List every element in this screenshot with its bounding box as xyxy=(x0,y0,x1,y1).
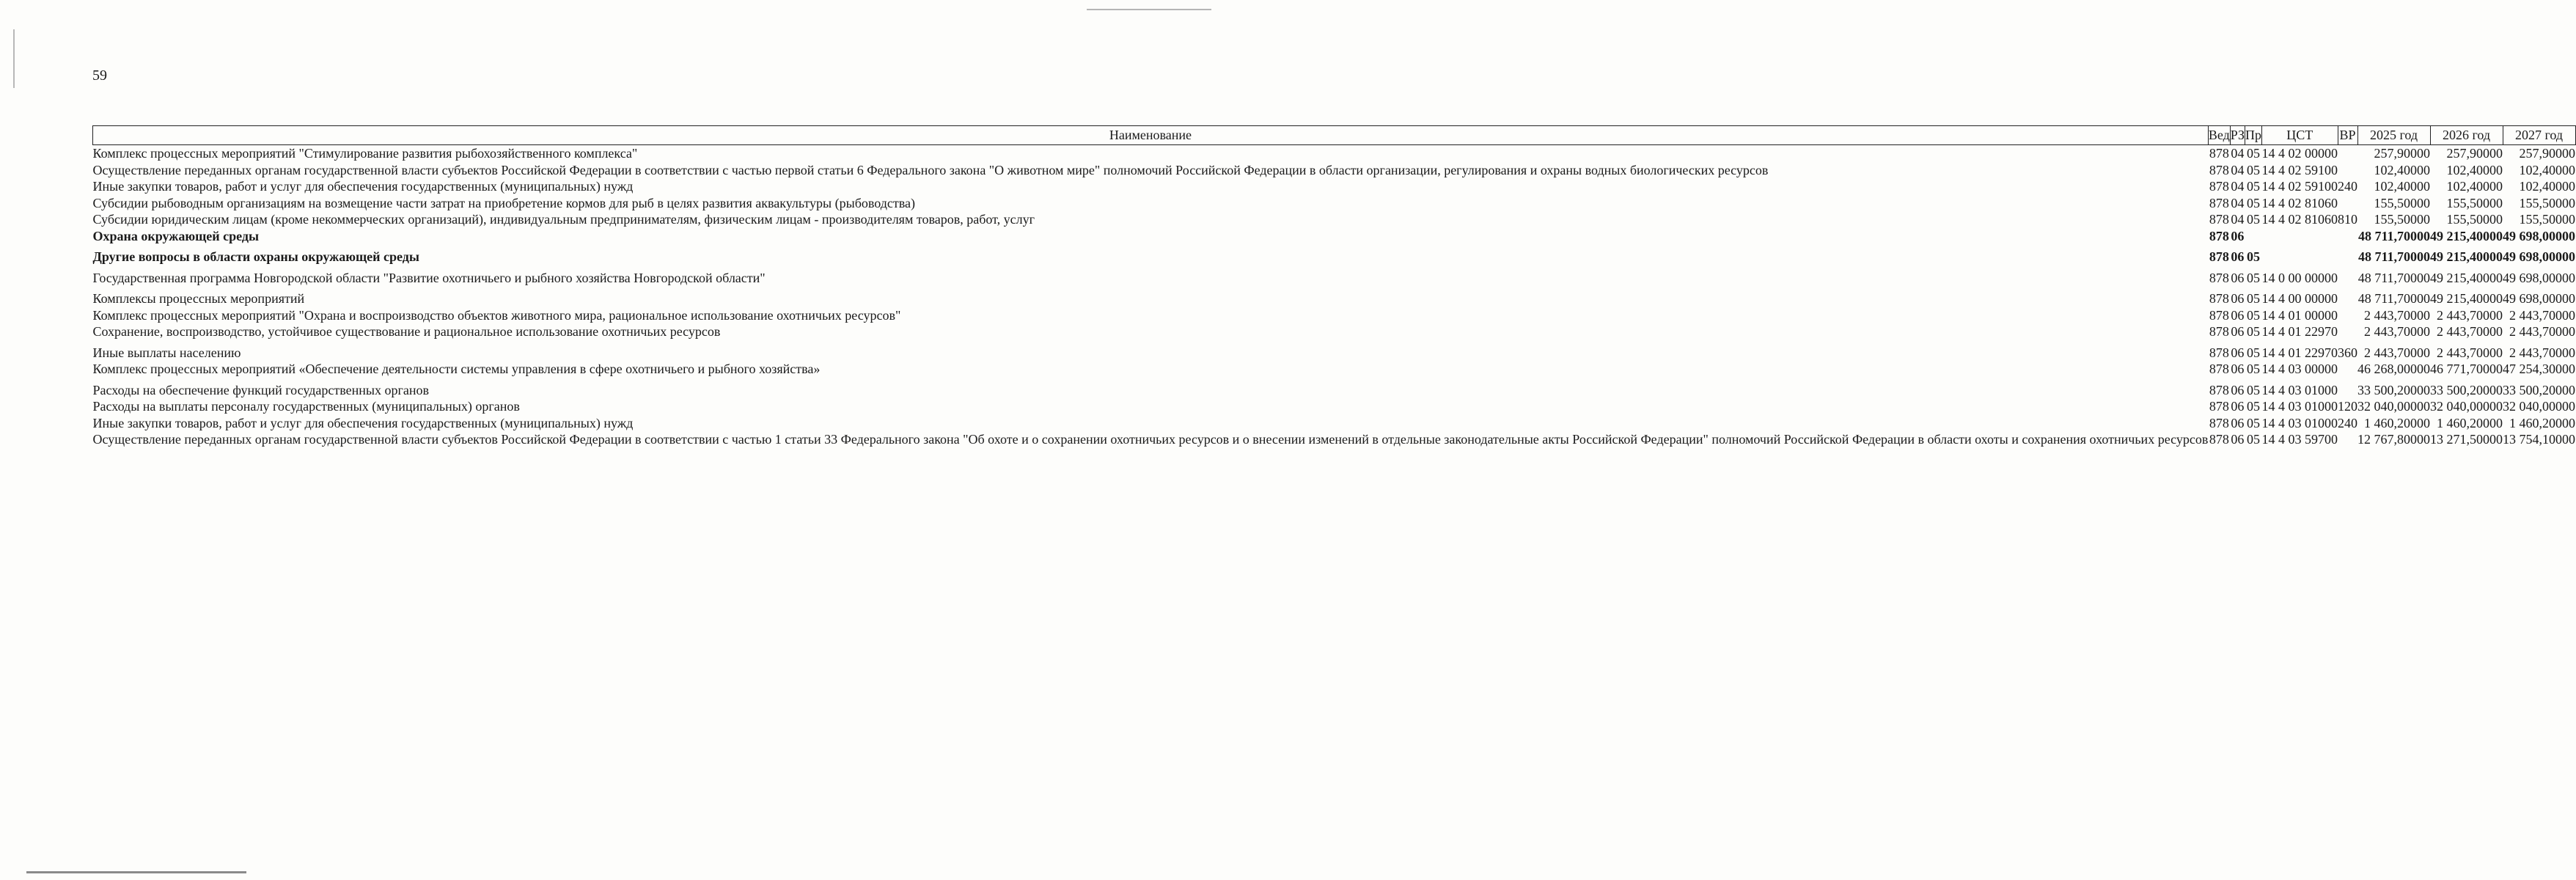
cell-y2026: 32 040,00000 xyxy=(2430,399,2503,414)
cell-rz: 06 xyxy=(2231,432,2245,447)
cell-cst: 14 4 02 00000 xyxy=(2261,146,2338,161)
cell-rz: 04 xyxy=(2231,195,2245,210)
cell-rz: 06 xyxy=(2231,324,2245,339)
cell-y2026: 13 271,50000 xyxy=(2430,432,2503,447)
cell-y2026: 2 443,70000 xyxy=(2437,307,2503,323)
cell-rz: 06 xyxy=(2231,270,2245,285)
cell-name: Сохранение, воспроизводство, устойчивое существование и рациональное использование охотничьих ресурсов xyxy=(92,324,721,339)
cell-y2027: 2 443,70000 xyxy=(2509,345,2576,360)
cell-cst: 14 4 03 01000 xyxy=(2261,399,2338,414)
cell-rz: 06 xyxy=(2231,382,2245,397)
cell-rz: 06 xyxy=(2231,415,2245,430)
cell-y2025: 48 711,70000 xyxy=(2357,291,2431,306)
table-header-row xyxy=(93,126,2576,145)
cell-y2025: 48 711,70000 xyxy=(2358,228,2431,243)
cell-cst: 14 4 03 01000 xyxy=(2261,382,2338,397)
cell-ved: 878 xyxy=(2209,228,2229,243)
cell-y2027: 47 254,30000 xyxy=(2503,362,2576,376)
cell-cst: 14 4 02 59100 xyxy=(2261,162,2338,177)
table-row xyxy=(93,244,2576,265)
cell-rz: 06 xyxy=(2231,291,2245,306)
cell-rz: 04 xyxy=(2231,146,2245,161)
cell-vr: 360 xyxy=(2338,345,2358,360)
cell-y2025: 32 040,00000 xyxy=(2357,399,2431,414)
cell-pr: 05 xyxy=(2247,291,2261,306)
table-row xyxy=(93,323,2576,340)
cell-name: Субсидии рыбоводным организациям на возмещение части затрат на приобретение кормов для рыб в целях развития аквакультуры (рыбоводства) xyxy=(92,195,915,210)
cell-cst: 14 4 03 59700 xyxy=(2261,432,2338,447)
cell-pr: 05 xyxy=(2247,146,2261,161)
table-row xyxy=(93,307,2576,324)
cell-y2027: 49 698,00000 xyxy=(2503,291,2576,306)
cell-vr xyxy=(2338,145,2357,162)
cell-pr: 05 xyxy=(2247,249,2261,264)
cell-cst: 14 4 02 81060 xyxy=(2261,195,2338,210)
cell-pr: 05 xyxy=(2247,324,2261,339)
cell-ved: 878 xyxy=(2209,270,2229,285)
cell-ved: 878 xyxy=(2209,291,2229,306)
cell-y2025: 33 500,20000 xyxy=(2357,382,2431,397)
cell-name: Расходы на выплаты персоналу государственных (муниципальных) органов xyxy=(92,399,520,414)
cell-ved: 878 xyxy=(2209,179,2229,194)
cell-y2025: 1 460,20000 xyxy=(2364,415,2431,430)
cell-vr: 240 xyxy=(2338,415,2358,430)
cell-y2027: 155,50000 xyxy=(2519,212,2576,227)
cell-y2027: 102,40000 xyxy=(2519,162,2576,177)
cell-cst: 14 4 00 00000 xyxy=(2261,291,2338,306)
cell-ved: 878 xyxy=(2209,195,2229,210)
cell-y2026: 49 215,40000 xyxy=(2430,228,2503,243)
cell-vr: 240 xyxy=(2338,179,2358,194)
table-row xyxy=(93,398,2576,415)
cell-pr: 05 xyxy=(2247,345,2261,360)
cell-pr xyxy=(2245,228,2262,245)
cell-y2027: 32 040,00000 xyxy=(2503,399,2576,414)
cell-cst: 14 4 01 22970 xyxy=(2261,324,2338,339)
header-vr: ВР xyxy=(2338,126,2357,145)
table-row xyxy=(93,286,2576,307)
cell-cst: 14 4 02 81060 xyxy=(2261,212,2338,227)
cell-y2025: 46 268,00000 xyxy=(2357,362,2431,376)
cell-y2027: 33 500,20000 xyxy=(2503,382,2576,397)
cell-name: Комплексы процессных мероприятий xyxy=(92,291,305,306)
cell-vr: 810 xyxy=(2338,212,2358,227)
cell-pr: 05 xyxy=(2247,399,2261,414)
cell-y2025: 48 711,70000 xyxy=(2358,249,2431,264)
cell-pr: 05 xyxy=(2247,415,2261,430)
cell-y2025: 155,50000 xyxy=(2374,195,2431,210)
cell-pr: 05 xyxy=(2247,432,2261,447)
page-number: 59 xyxy=(92,67,107,84)
cell-y2027: 257,90000 xyxy=(2519,146,2576,161)
cell-ved: 878 xyxy=(2209,415,2229,430)
cell-rz: 06 xyxy=(2231,362,2245,376)
cell-ved: 878 xyxy=(2209,212,2229,227)
cell-y2027: 102,40000 xyxy=(2519,179,2576,194)
cell-y2025: 12 767,80000 xyxy=(2357,432,2431,447)
table-row xyxy=(93,431,2576,448)
table-row xyxy=(93,265,2576,287)
cell-ved: 878 xyxy=(2209,324,2229,339)
cell-ved: 878 xyxy=(2209,162,2229,177)
cell-name: Комплекс процессных мероприятий "Охрана и воспроизводство объектов животного мира, рациональное использование охотничьих ресурсов" xyxy=(92,307,901,323)
cell-rz: 06 xyxy=(2231,249,2245,264)
cell-y2026: 2 443,70000 xyxy=(2437,345,2503,360)
header-rz: РЗ xyxy=(2230,126,2245,145)
cell-vr xyxy=(2338,361,2357,378)
cell-vr: 120 xyxy=(2338,399,2358,414)
cell-ved: 878 xyxy=(2209,362,2229,376)
cell-y2026: 49 215,40000 xyxy=(2430,270,2503,285)
cell-name: Комплекс процессных мероприятий «Обеспечение деятельности системы управления в сфере охотничьего и рыбного хозяйства» xyxy=(92,362,821,376)
cell-name: Осуществление переданных органам государственной власти субъектов Российской Федерации в соответствии с частью первой статьи 6 Федерального закона "О животном мире" полномочий Российской Федерации в области организации, регулирования и охраны водных биологических ресурсов xyxy=(92,162,1769,177)
cell-y2025: 2 443,70000 xyxy=(2364,345,2431,360)
cell-y2027: 49 698,00000 xyxy=(2503,228,2576,243)
cell-rz: 04 xyxy=(2231,212,2245,227)
cell-y2026: 49 215,40000 xyxy=(2430,249,2503,264)
cell-ved: 878 xyxy=(2209,382,2229,397)
cell-vr xyxy=(2338,307,2357,324)
cell-vr xyxy=(2338,228,2357,245)
cell-ved: 878 xyxy=(2209,399,2229,414)
cell-name: Охрана окружающей среды xyxy=(92,228,260,243)
cell-cst xyxy=(2262,228,2338,245)
cell-vr xyxy=(2338,195,2357,212)
table-row xyxy=(93,340,2576,362)
cell-rz: 06 xyxy=(2231,307,2245,323)
cell-vr xyxy=(2338,265,2357,287)
table-row xyxy=(93,195,2576,212)
cell-y2025: 155,50000 xyxy=(2374,212,2431,227)
cell-name: Иные закупки товаров, работ и услуг для обеспечения государственных (муниципальных) нужд xyxy=(92,415,634,430)
cell-y2026: 2 443,70000 xyxy=(2437,324,2503,339)
cell-name: Расходы на обеспечение функций государственных органов xyxy=(92,382,429,397)
cell-rz: 06 xyxy=(2231,399,2245,414)
header-name: Наименование xyxy=(93,126,2209,145)
cell-vr xyxy=(2338,431,2357,448)
header-2027: 2027 год xyxy=(2503,126,2575,145)
table-row xyxy=(93,415,2576,432)
header-ved: Вед xyxy=(2208,126,2230,145)
cell-rz: 06 xyxy=(2231,228,2245,243)
cell-name: Иные закупки товаров, работ и услуг для обеспечения государственных (муниципальных) нужд xyxy=(92,179,634,194)
table-row xyxy=(93,211,2576,228)
cell-y2026: 1 460,20000 xyxy=(2437,415,2503,430)
cell-y2025: 257,90000 xyxy=(2374,146,2431,161)
budget-table xyxy=(92,125,2576,448)
cell-cst xyxy=(2262,244,2338,265)
cell-pr: 05 xyxy=(2247,212,2261,227)
cell-pr: 05 xyxy=(2247,362,2261,376)
cell-y2025: 2 443,70000 xyxy=(2364,324,2431,339)
table-row xyxy=(93,162,2576,179)
cell-pr: 05 xyxy=(2247,195,2261,210)
header-2026: 2026 год xyxy=(2430,126,2503,145)
cell-y2026: 102,40000 xyxy=(2446,162,2503,177)
cell-y2027: 49 698,00000 xyxy=(2503,249,2576,264)
cell-rz: 04 xyxy=(2231,162,2245,177)
cell-y2027: 13 754,10000 xyxy=(2503,432,2576,447)
cell-rz: 06 xyxy=(2231,345,2245,360)
cell-ved: 878 xyxy=(2209,146,2229,161)
header-2025: 2025 год xyxy=(2357,126,2430,145)
cell-y2025: 2 443,70000 xyxy=(2364,307,2431,323)
cell-vr xyxy=(2338,244,2357,265)
cell-cst: 14 4 03 01000 xyxy=(2261,415,2338,430)
cell-y2025: 48 711,70000 xyxy=(2357,270,2431,285)
cell-name: Другие вопросы в области охраны окружающей среды xyxy=(92,249,419,264)
cell-ved: 878 xyxy=(2209,345,2229,360)
cell-ved: 878 xyxy=(2209,307,2229,323)
cell-cst: 14 4 02 59100 xyxy=(2261,179,2338,194)
cell-y2027: 2 443,70000 xyxy=(2509,324,2576,339)
cell-vr xyxy=(2338,378,2357,399)
cell-pr: 05 xyxy=(2247,270,2261,285)
cell-name: Субсидии юридическим лицам (кроме некоммерческих организаций), индивидуальным предпринимателям, физическим лицам - производителям товаров, работ, услуг xyxy=(92,212,1035,227)
cell-name: Комплекс процессных мероприятий "Стимулирование развития рыбохозяйственного комплекса" xyxy=(92,146,638,161)
cell-vr xyxy=(2338,162,2357,179)
table-row xyxy=(93,228,2576,245)
header-pr: Пр xyxy=(2245,126,2262,145)
cell-rz: 04 xyxy=(2231,179,2245,194)
cell-cst: 14 4 01 00000 xyxy=(2261,307,2338,323)
cell-y2026: 49 215,40000 xyxy=(2430,291,2503,306)
cell-pr: 05 xyxy=(2247,179,2261,194)
cell-name: Иные выплаты населению xyxy=(92,345,241,360)
cell-y2026: 155,50000 xyxy=(2446,195,2503,210)
scan-artifact-bottom xyxy=(26,871,246,873)
cell-pr: 05 xyxy=(2247,162,2261,177)
cell-y2026: 155,50000 xyxy=(2446,212,2503,227)
header-cst: ЦСТ xyxy=(2262,126,2338,145)
cell-cst: 14 4 01 22970 xyxy=(2261,345,2338,360)
cell-y2027: 2 443,70000 xyxy=(2509,307,2576,323)
cell-y2026: 257,90000 xyxy=(2446,146,2503,161)
cell-ved: 878 xyxy=(2209,249,2229,264)
table-row xyxy=(93,178,2576,195)
scan-artifact-top xyxy=(1087,9,1211,10)
table-row xyxy=(93,378,2576,399)
cell-y2025: 102,40000 xyxy=(2374,179,2431,194)
scan-artifact-left xyxy=(13,29,15,88)
cell-pr: 05 xyxy=(2247,307,2261,323)
cell-pr: 05 xyxy=(2247,382,2261,397)
cell-y2025: 102,40000 xyxy=(2374,162,2431,177)
cell-y2026: 102,40000 xyxy=(2446,179,2503,194)
cell-y2026: 33 500,20000 xyxy=(2430,382,2503,397)
cell-name: Осуществление переданных органам государственной власти субъектов Российской Федерации в соответствии с частью 1 статьи 33 Федерального закона "Об охоте и о сохранении охотничьих ресурсов и о внесении изменений в отдельные законодательные акты Российской Федерации" полномочий Российской Федерации в области охоты и сохранения охотничьих ресурсов xyxy=(92,432,2209,447)
cell-ved: 878 xyxy=(2209,432,2229,447)
cell-cst: 14 4 03 00000 xyxy=(2261,362,2338,376)
cell-y2027: 1 460,20000 xyxy=(2509,415,2576,430)
cell-y2027: 49 698,00000 xyxy=(2503,270,2576,285)
table-row xyxy=(93,145,2576,162)
table-row xyxy=(93,361,2576,378)
cell-y2027: 155,50000 xyxy=(2519,195,2576,210)
cell-vr xyxy=(2338,286,2357,307)
cell-vr xyxy=(2338,323,2357,340)
cell-y2026: 46 771,70000 xyxy=(2430,362,2503,376)
cell-name: Государственная программа Новгородской области "Развитие охотничьего и рыбного хозяйства Новгородской области" xyxy=(92,270,766,285)
cell-cst: 14 0 00 00000 xyxy=(2261,270,2338,285)
